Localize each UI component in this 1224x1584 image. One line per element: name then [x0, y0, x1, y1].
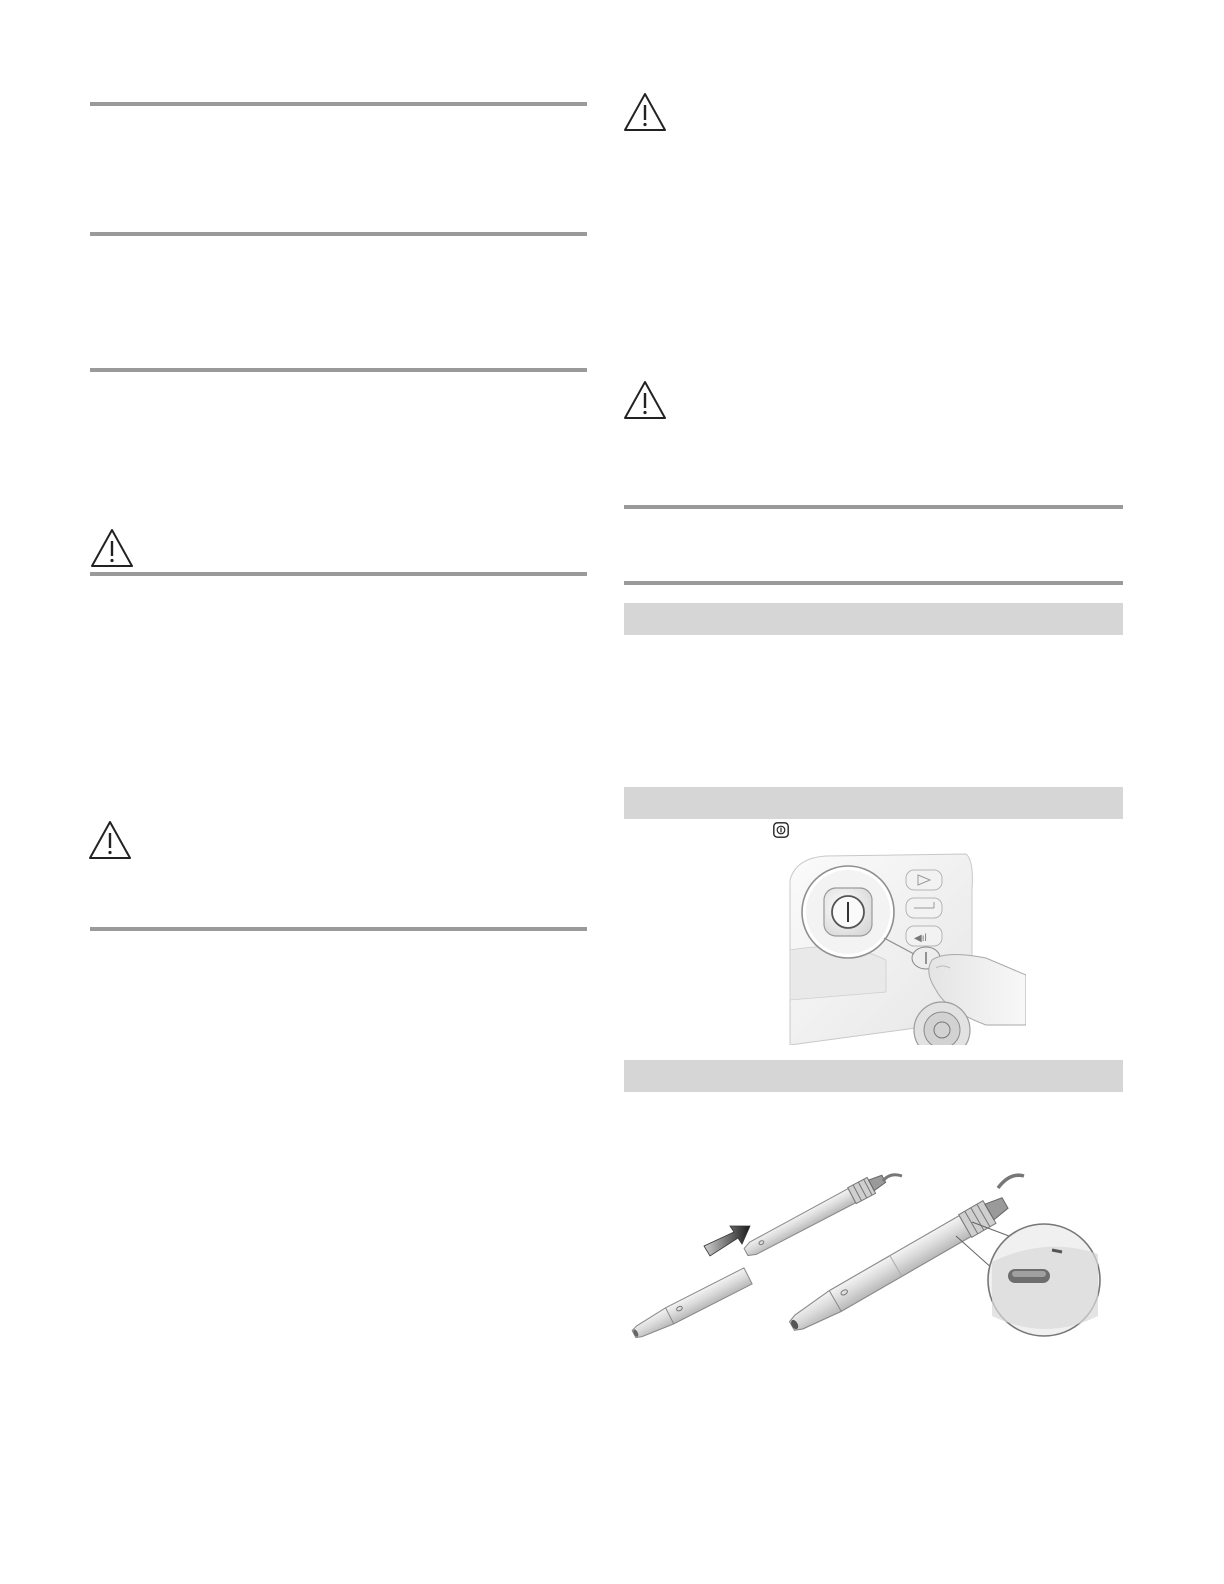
svg-text:◀ıl: ◀ıl [914, 933, 927, 944]
section-rule-left-1 [90, 102, 587, 106]
handpiece-assembly-illustration [626, 1166, 1104, 1348]
warning-triangle-icon [623, 380, 667, 420]
warning-triangle-icon [88, 820, 132, 860]
warning-triangle-icon [90, 528, 134, 568]
section-rule-left-5 [90, 927, 587, 931]
power-button-icon [773, 822, 789, 838]
step-header-band-3 [624, 1060, 1123, 1092]
section-rule-right-1 [624, 505, 1123, 509]
section-rule-right-2 [624, 581, 1123, 585]
control-panel-power-button-illustration [786, 850, 1026, 1045]
section-rule-left-3 [90, 368, 587, 372]
step-header-band-2 [624, 787, 1123, 819]
section-rule-left-2 [90, 232, 587, 236]
section-rule-left-4 [90, 572, 587, 576]
step-header-band-1 [624, 603, 1123, 635]
warning-triangle-icon [623, 92, 667, 132]
